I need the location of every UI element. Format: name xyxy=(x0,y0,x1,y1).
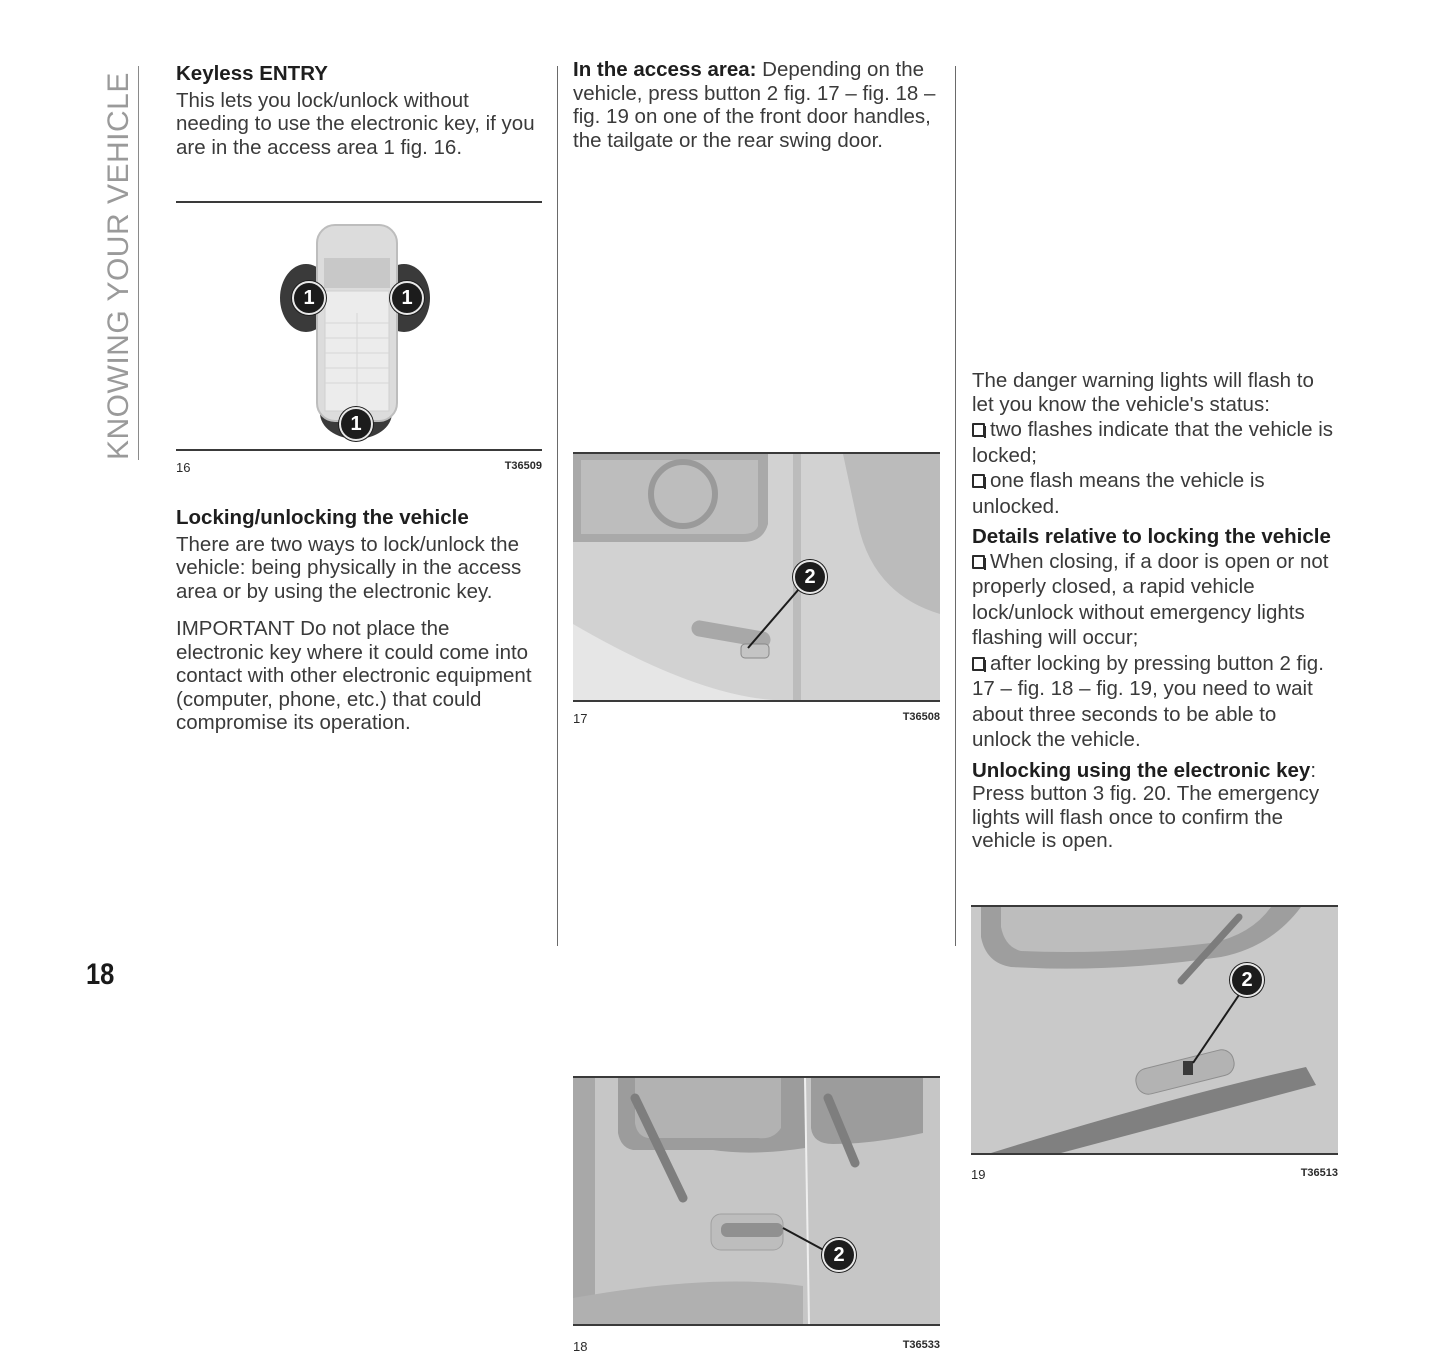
figure-code: T36533 xyxy=(902,1339,940,1351)
callout-1-left: 1 xyxy=(292,281,326,315)
tailgate-handle-photo xyxy=(971,907,1338,1153)
callout-2: 2 xyxy=(793,560,827,594)
keyless-heading: Keyless ENTRY xyxy=(176,62,328,85)
sidebar-divider xyxy=(138,66,139,460)
access-area-lead: In the access area: xyxy=(573,58,757,81)
access-area-paragraph xyxy=(573,58,941,152)
page-number: 18 xyxy=(86,958,115,991)
callout-1-rear: 1 xyxy=(339,407,373,441)
figure-bottom-rule xyxy=(573,1324,940,1326)
figure-bottom-rule xyxy=(176,449,542,451)
figure-16 xyxy=(176,201,542,481)
locking-heading: Locking/unlocking the vehicle xyxy=(176,506,469,529)
figure-19 xyxy=(971,905,1338,1187)
details-bullet-1: When closing, if a door is open or not properly closed, a rapid vehicle lock/unlock without emergency lights flashing will occur; xyxy=(972,549,1329,649)
figure-code: T36509 xyxy=(504,460,542,472)
bullet-icon xyxy=(972,555,985,569)
unlocking-paragraph: Unlocking using the electronic key: Press button 3 fig. 20. The emergency lights will flash once to confirm the vehicle is open. xyxy=(972,758,1320,852)
section-title: KNOWING YOUR VEHICLE xyxy=(102,72,135,460)
callout-1-right: 1 xyxy=(390,281,424,315)
locking-body: There are two ways to lock/unlock the vehicle: being physically in the access area or by using the electronic key. xyxy=(176,532,522,603)
danger-bullet-2: one flash means the vehicle is unlocked. xyxy=(972,469,1265,518)
unlocking-body: Press button 3 fig. 20. The emergency lights will flash once to confirm the vehicle is open. xyxy=(972,782,1320,852)
figure-bottom-rule xyxy=(971,1153,1338,1155)
rear-swing-door-photo xyxy=(573,1078,940,1324)
figure-code: T36508 xyxy=(902,711,940,723)
bullet-icon xyxy=(972,423,985,437)
figure-number: 18 xyxy=(573,1339,588,1354)
callout-2: 2 xyxy=(822,1238,856,1272)
figure-caption xyxy=(573,1339,940,1354)
important-note: IMPORTANT Do not place the electronic key where it could come into contact with other electronic equipment (computer, phone, etc.) that could compromise its operation. xyxy=(176,617,532,734)
figure-bottom-rule xyxy=(573,700,940,702)
figure-number: 19 xyxy=(971,1167,986,1182)
details-bullet-2: after locking by pressing button 2 fig. 17 – fig. 18 – fig. 19, you need to wait about three seconds to be able to unlock the vehicle. xyxy=(972,651,1324,751)
figure-17 xyxy=(573,452,940,732)
figure-caption xyxy=(573,711,940,726)
column-3 xyxy=(972,369,1337,853)
column-1 xyxy=(176,62,542,159)
column-2 xyxy=(573,58,941,152)
column-1-lower xyxy=(176,506,542,735)
figure-18 xyxy=(573,1076,940,1356)
unlocking-lead: Unlocking using the electronic key xyxy=(972,758,1311,782)
danger-intro: The danger warning lights will flash to let you know the vehicle's status: xyxy=(972,369,1314,416)
column-divider xyxy=(557,66,558,946)
figure-number: 17 xyxy=(573,711,588,726)
bullet-icon xyxy=(972,657,985,671)
figure-number: 16 xyxy=(176,460,191,475)
access-area-body: Depending on the vehicle, press button 2 fig. 17 – fig. 18 – fig. 19 on one of the front door handles, the tailgate or the rear swing door. xyxy=(573,58,936,152)
danger-bullet-1: two flashes indicate that the vehicle is locked; xyxy=(972,418,1333,467)
keyless-body: This lets you lock/unlock without needing to use the electronic key, if you are in the access area 1 fig. 16. xyxy=(176,88,535,159)
column-divider xyxy=(955,66,956,946)
bullet-icon xyxy=(972,474,985,488)
front-door-handle-photo xyxy=(573,454,940,700)
figure-caption xyxy=(176,460,542,475)
figure-code: T36513 xyxy=(1300,1167,1338,1179)
figure-caption xyxy=(971,1167,1338,1182)
callout-2: 2 xyxy=(1230,963,1264,997)
details-heading: Details relative to locking the vehicle xyxy=(972,525,1331,548)
